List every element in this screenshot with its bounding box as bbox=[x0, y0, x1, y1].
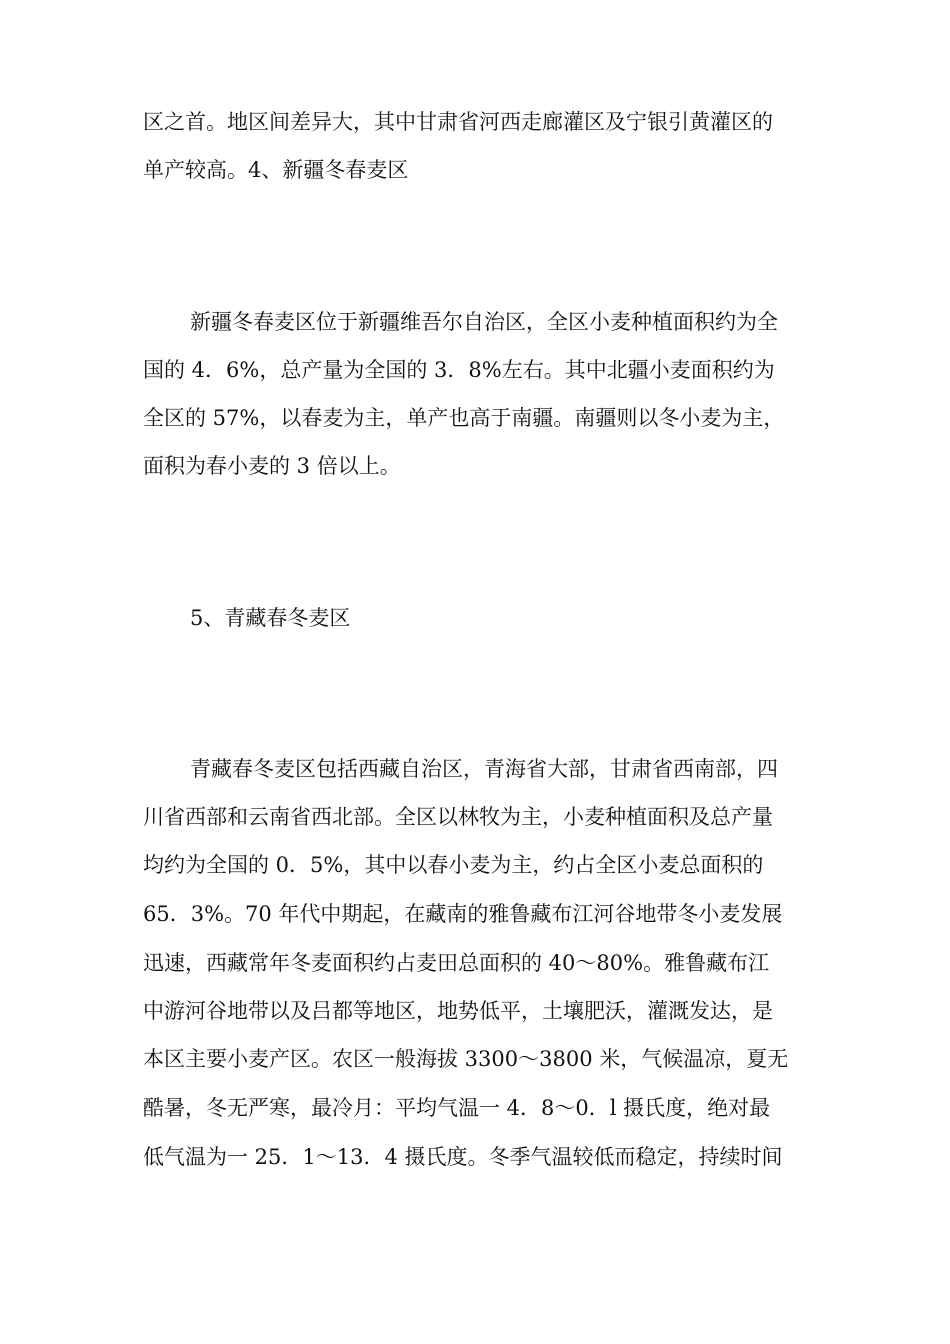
paragraph-3-line-2: 川省西部和云南省西北部。全区以林牧为主，小麦种植面积及总产量 bbox=[143, 805, 773, 829]
paragraph-3-line-9: 低气温为一 25．1～13．4 摄氏度。冬季气温较低而稳定，持续时间 bbox=[143, 1145, 783, 1169]
paragraph-2-line-1: 新疆冬春麦区位于新疆维吾尔自治区，全区小麦种植面积约为全 bbox=[190, 310, 778, 334]
paragraph-3-line-3: 均约为全国的 0．5%，其中以春小麦为主，约占全区小麦总面积的 bbox=[143, 853, 764, 877]
paragraph-3-line-7: 本区主要小麦产区。农区一般海拔 3300～3800 米，气候温凉，夏无 bbox=[143, 1047, 789, 1071]
paragraph-1-line-2: 单产较高。4、新疆冬春麦区 bbox=[143, 158, 409, 182]
paragraph-3-line-6: 中游河谷地带以及吕都等地区，地势低平，土壤肥沃，灌溉发达，是 bbox=[143, 999, 773, 1023]
paragraph-2-line-4: 面积为春小麦的 3 倍以上。 bbox=[143, 454, 401, 478]
paragraph-3-line-5: 迅速，西藏常年冬麦面积约占麦田总面积的 40～80%。雅鲁藏布江 bbox=[143, 951, 770, 975]
section-heading-5: 5、青藏春冬麦区 bbox=[190, 606, 351, 630]
paragraph-2-line-3: 全区的 57%，以春麦为主，单产也高于南疆。南疆则以冬小麦为主， bbox=[143, 406, 785, 430]
paragraph-3-line-4: 65．3%。70 年代中期起，在藏南的雅鲁藏布江河谷地带冬小麦发展 bbox=[143, 902, 783, 926]
paragraph-3-line-8: 酷暑，冬无严寒，最冷月：平均气温一 4．8～0．l 摄氏度，绝对最 bbox=[143, 1096, 771, 1120]
paragraph-2-line-2: 国的 4．6%，总产量为全国的 3．8%左右。其中北疆小麦面积约为 bbox=[143, 358, 775, 382]
paragraph-1-line-1: 区之首。地区间差异大，其中甘肃省河西走廊灌区及宁银引黄灌区的 bbox=[143, 110, 773, 134]
paragraph-3-line-1: 青藏春冬麦区包括西藏自治区，青海省大部，甘肃省西南部，四 bbox=[190, 757, 778, 781]
